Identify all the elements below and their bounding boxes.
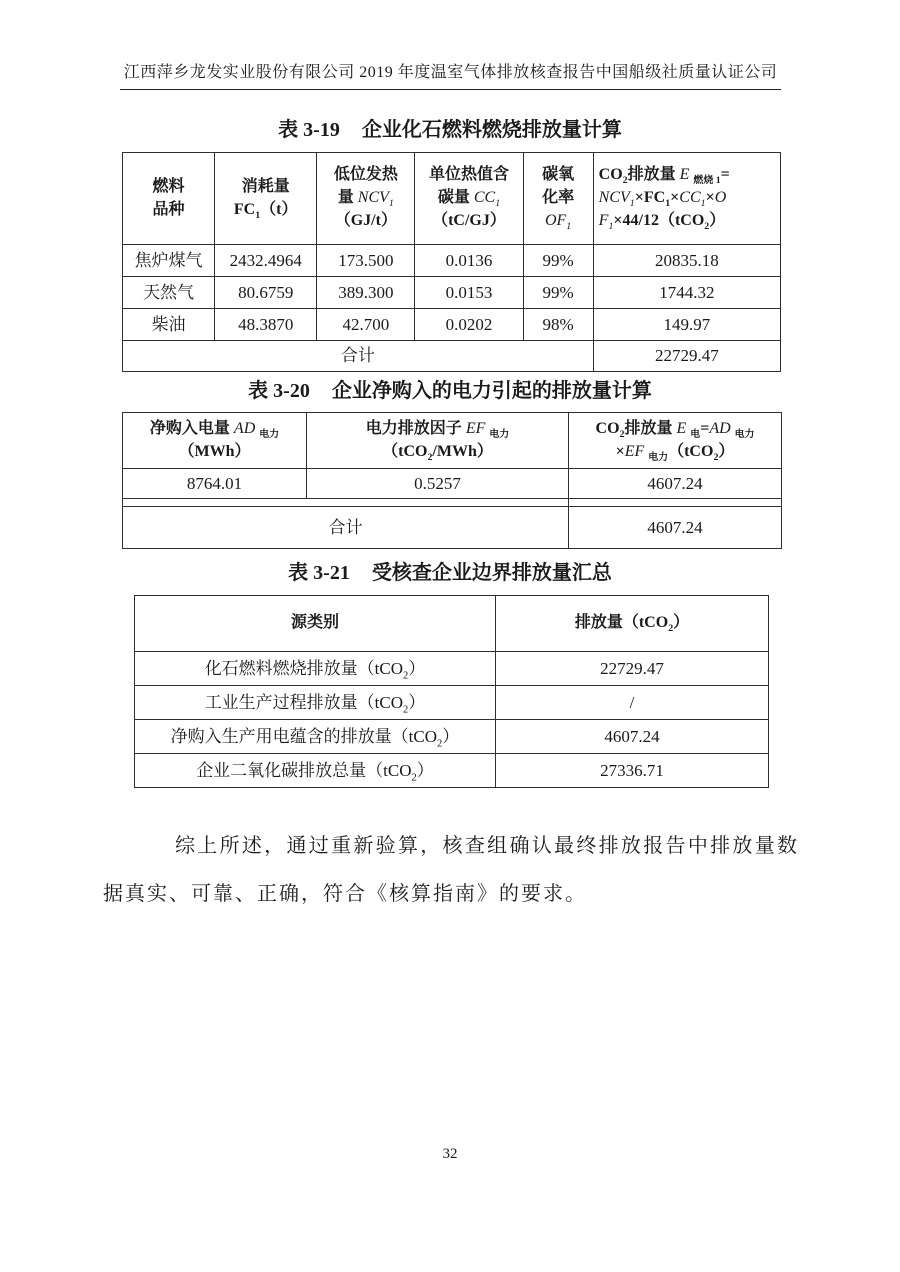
table-3-21-title [0, 556, 900, 585]
table-3-20-title [0, 374, 900, 403]
data-cell: 0.5257 [307, 469, 569, 499]
data-cell: 企业二氧化碳排放总量（tCO$_2$） [135, 754, 496, 788]
total-label-cell: 合计 [123, 507, 569, 549]
header-cell-cc: 单位热值含 碳量 $CC_1$ （tC/GJ） [415, 153, 523, 245]
data-cell: 2432.4964 [215, 245, 317, 277]
table-3-21-number: 表 3-21 [288, 562, 350, 584]
header-cell-co2-electricity-formula: $CO_2$排放量 E $_电$=AD $_{电力}$ ×EF $_{电力}$（tCO$_2$） [569, 413, 782, 469]
table-3-19-caption: 企业化石燃料燃烧排放量计算 [361, 119, 622, 141]
table-3-20-number: 表 3-20 [248, 380, 310, 402]
table-3-21-header-row [135, 596, 769, 652]
header-cell-net-purchased-electricity: 净购入电量 AD $_{电力}$ （MWh） [123, 413, 307, 469]
header-cell-emission-amount: 排放量（tCO$_2$） [496, 596, 769, 652]
header-cell-of: 碳氧 化率 $OF_1$ [523, 153, 593, 245]
data-cell: 柴油 [123, 309, 215, 341]
table-row-fossil-fuel [135, 652, 769, 686]
data-cell: 工业生产过程排放量（tCO$_2$） [135, 686, 496, 720]
table-3-19-title [0, 113, 900, 142]
data-cell: 48.3870 [215, 309, 317, 341]
total-value-cell: 22729.47 [593, 341, 780, 372]
table-3-21-caption: 受核查企业边界排放量汇总 [371, 562, 612, 584]
data-cell: 99% [523, 245, 593, 277]
data-cell: 149.97 [593, 309, 780, 341]
data-cell: 27336.71 [496, 754, 769, 788]
table-3-19 [122, 152, 781, 372]
data-cell: 净购入生产用电蕴含的排放量（tCO$_2$） [135, 720, 496, 754]
data-cell: 80.6759 [215, 277, 317, 309]
table-row-industrial-process [135, 686, 769, 720]
data-cell: 20835.18 [593, 245, 780, 277]
table-row-coke-oven-gas [123, 245, 781, 277]
table-3-20-header-row [123, 413, 782, 469]
table-row-natural-gas [123, 277, 781, 309]
data-cell: 0.0136 [415, 245, 523, 277]
table-3-20 [122, 412, 782, 549]
data-cell: 389.300 [317, 277, 415, 309]
data-cell: 0.0153 [415, 277, 523, 309]
table-row-total-co2 [135, 754, 769, 788]
header-cell-co2-formula: $CO_2$排放量 E $_{燃烧 1}$= $NCV_1\times FC_1\times CC_1\times O$ $F_1\times 44/12(tCO_2)$ [593, 153, 780, 245]
data-cell: 天然气 [123, 277, 215, 309]
total-value-cell: 4607.24 [569, 507, 782, 549]
header-cell-consumption: 消耗量 $FC_1(t)$ [215, 153, 317, 245]
header-cell-emission-factor: 电力排放因子 EF $_{电力}$ （tCO$_2$/MWh） [307, 413, 569, 469]
table-row-electricity [123, 469, 782, 499]
table-3-21 [134, 595, 769, 788]
data-cell: 4607.24 [496, 720, 769, 754]
table-3-20-caption: 企业净购入的电力引起的排放量计算 [331, 380, 652, 402]
data-cell: 4607.24 [569, 469, 782, 499]
data-cell: / [496, 686, 769, 720]
table-3-19-header-row [123, 153, 781, 245]
conclusion-paragraph: 综上所述，通过重新验算，核查组确认最终排放报告中排放量数据真实、可靠、正确，符合《核算指南》的要求。 [103, 835, 799, 905]
page-number: 32 [442, 1146, 458, 1162]
data-cell: 42.700 [317, 309, 415, 341]
header-cell-ncv: 低位发热 量 $NCV_1$ （GJ/t） [317, 153, 415, 245]
data-cell: 98% [523, 309, 593, 341]
table-3-20-total-row [123, 507, 782, 549]
data-cell: 8764.01 [123, 469, 307, 499]
data-cell: 99% [523, 277, 593, 309]
total-label-cell: 合计 [123, 341, 594, 372]
data-cell: 1744.32 [593, 277, 780, 309]
data-cell: 化石燃料燃烧排放量（tCO$_2$） [135, 652, 496, 686]
table-spacer-row [123, 499, 782, 507]
header-cell-fuel-type: 燃料 品种 [123, 153, 215, 245]
table-row-diesel [123, 309, 781, 341]
data-cell: 173.500 [317, 245, 415, 277]
table-row-net-purchased-power [135, 720, 769, 754]
data-cell: 0.0202 [415, 309, 523, 341]
data-cell: 焦炉煤气 [123, 245, 215, 277]
spacer-cell [569, 499, 782, 507]
header-cell-source-category: 源类别 [135, 596, 496, 652]
spacer-cell [123, 499, 569, 507]
table-3-19-total-row [123, 341, 781, 372]
table-3-19-number: 表 3-19 [278, 119, 340, 141]
data-cell: 22729.47 [496, 652, 769, 686]
running-header: 江西萍乡龙发实业股份有限公司 2019 年度温室气体排放核查报告中国船级社质量认证公司 [120, 59, 781, 90]
